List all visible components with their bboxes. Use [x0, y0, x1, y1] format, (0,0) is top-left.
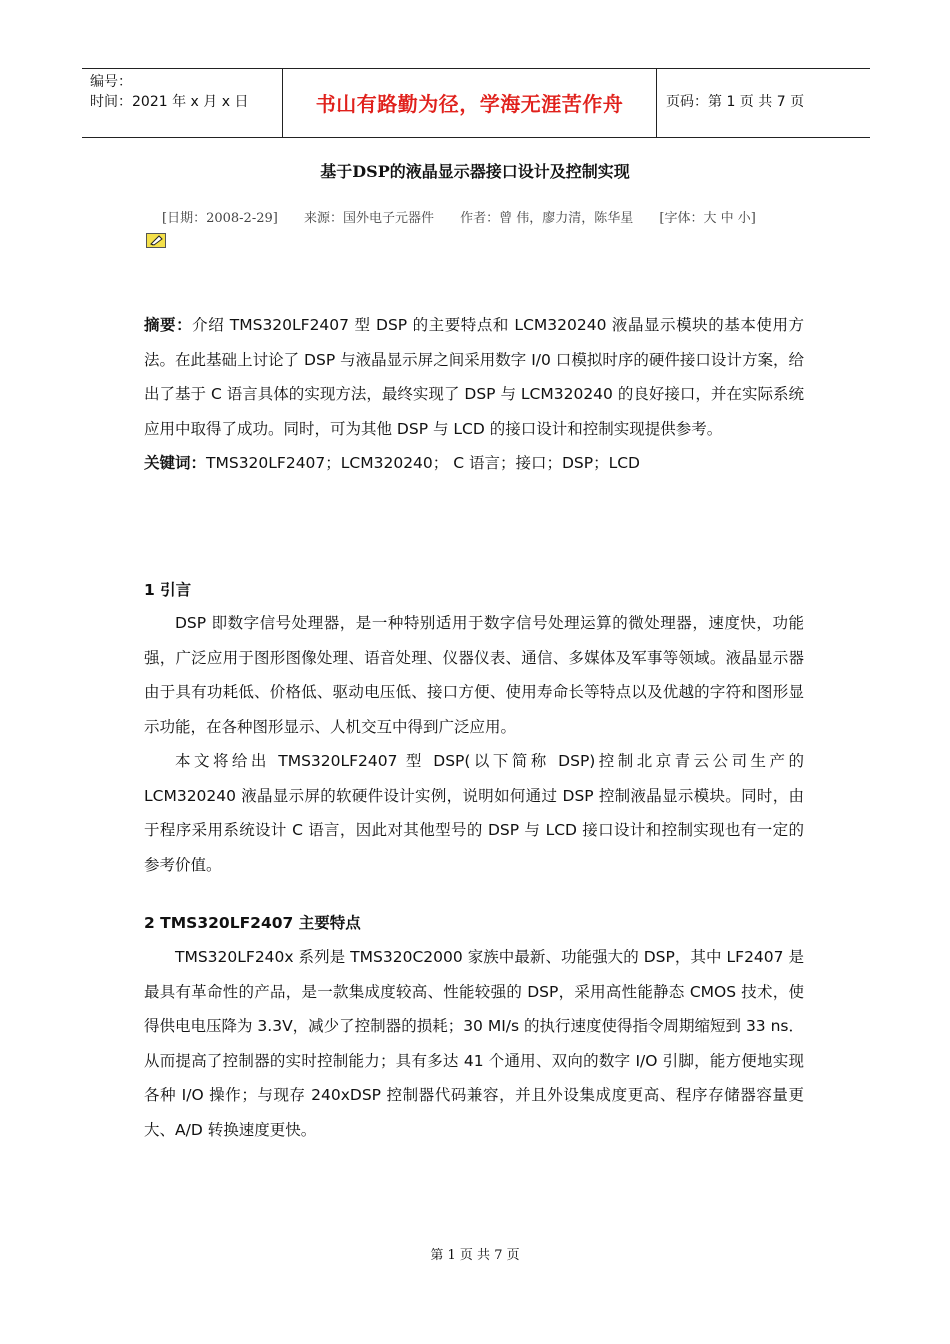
pencil-note-icon[interactable]	[146, 233, 166, 248]
section1-paragraph-1: DSP 即数字信号处理器，是一种特别适用于数字信号处理运算的微处理器，速度快，功能强，广泛应用于图形图像处理、语音处理、仪器仪表、通信、多媒体及军事等领域。液晶显示器由于具有功耗低、价格低、驱动电压低、接口方便、使用寿命长等特点以及优越的字符和图形显示功能，在各种图形显示、人机交互中得到广泛应用。	[144, 614, 804, 736]
motto-text: 书山有路勤为径，学海无涯苦作舟	[315, 92, 624, 116]
header-table	[82, 68, 870, 138]
abstract-label: 摘要：	[144, 316, 193, 334]
keywords-text: TMS320LF2407；LCM320240； C 语言；接口；DSP；LCD	[206, 454, 640, 472]
section2-heading: 2 TMS320LF2407 主要特点	[144, 914, 361, 932]
abstract-text: 介绍 TMS320LF2407 型 DSP 的主要特点和 LCM320240 液晶显示模块的基本使用方法。在此基础上讨论了 DSP 与液晶显示屏之间采用数字 I/0 口模拟时序的硬件接口设计方案，给出了基于 C 语言具体的实现方法，最终实现了 DSP 与 LCM320240 的良好接口，并在实际系统应用中取得了成功。同时，可为其他 DSP 与 LCD 的接口设计和控制实现提供参考。	[144, 316, 804, 438]
section1-paragraph-2: 本文将给出 TMS320LF2407 型 DSP(以下简称 DSP)控制北京青云公司生产的 LCM320240 液晶显示屏的软硬件设计实例，说明如何通过 DSP 控制液晶显示模块。同时，由于程序采用系统设计 C 语言，因此对其他型号的 DSP 与 LCD 接口设计和控制实现也有一定的参考价值。	[144, 752, 804, 874]
section2-body	[144, 940, 804, 1147]
serial-number-label: 编号：	[90, 74, 132, 90]
meta-date: [日期：2008-2-29]	[162, 211, 278, 226]
section1-heading: 1 引言	[144, 581, 192, 599]
section1-body	[144, 606, 804, 882]
keywords-paragraph	[144, 446, 804, 481]
meta-author: 作者：曾 伟，廖力清，陈华星	[460, 211, 634, 226]
header-motto-cell	[282, 69, 657, 137]
time-label: 时间：2021 年 x 月 x 日	[90, 94, 249, 110]
header-right-cell	[656, 69, 870, 137]
page-footer: 第 1 页 共 7 页	[430, 1248, 520, 1263]
abstract-block	[144, 308, 804, 481]
page-info: 页码：第 1 页 共 7 页	[666, 94, 805, 110]
article-meta	[162, 210, 756, 228]
meta-source: 来源：国外电子元器件	[303, 211, 434, 226]
keywords-label: 关键词：	[144, 454, 207, 472]
article-title: 基于DSP的液晶显示器接口设计及控制实现	[320, 162, 630, 181]
meta-font-size[interactable]: [字体：大 中 小]	[659, 211, 756, 226]
abstract-paragraph	[144, 308, 804, 446]
section2-paragraph-1: TMS320LF240x 系列是 TMS320C2000 家族中最新、功能强大的 DSP，其中 LF2407 是最具有革命性的产品，是一款集成度较高、性能较强的 DSP，采用高性能静态 CMOS 技术，使得供电电压降为 3.3V，减少了控制器的损耗；30 MI/s 的执行速度使得指令周期缩短到 33 ns．从而提高了控制器的实时控制能力；具有多达 41 个通用、双向的数字 I/O 引脚，能方便地实现各种 I/O 操作；与现存 240xDSP 控制器代码兼容，并且外设集成度更高、程序存储器容量更大、A/D 转换速度更快。	[144, 948, 804, 1139]
header-left-cell	[82, 69, 282, 137]
